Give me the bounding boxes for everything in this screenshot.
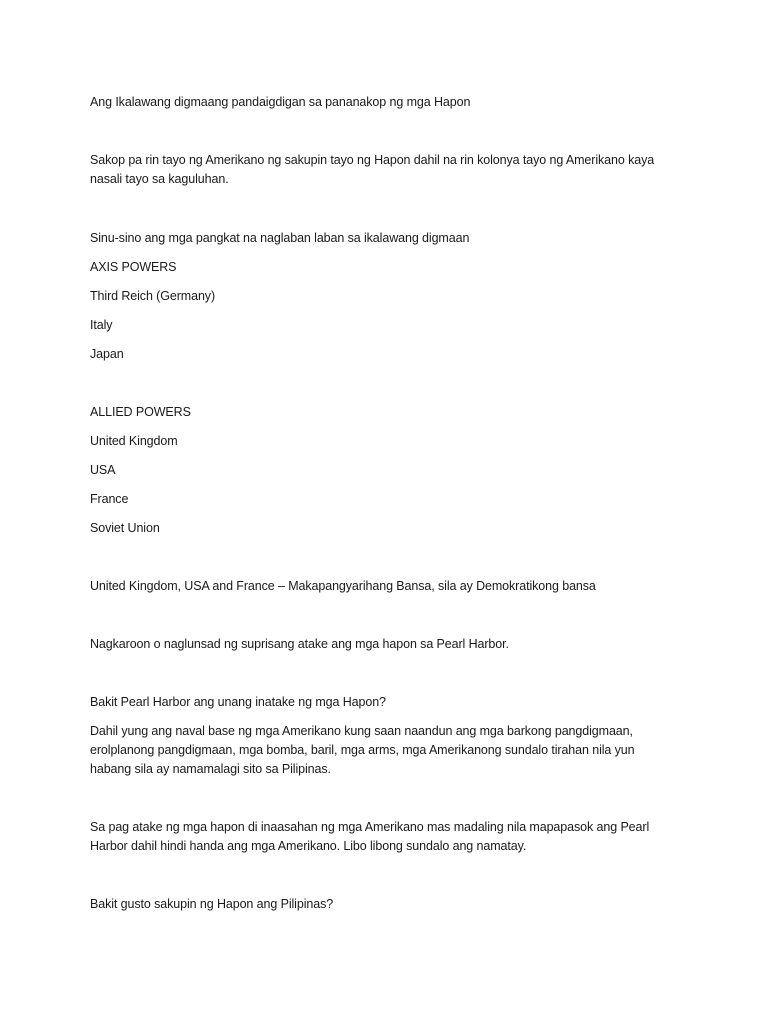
pearl-harbor-attack-paragraph: Nagkaroon o naglunsad ng suprisang atake ang mga hapon sa Pearl Harbor. <box>90 637 509 651</box>
allied-member: USA <box>90 463 116 477</box>
attack-result-line-2: Harbor dahil hindi handa ang mga Amerikano. Libo libong sundalo ang namatay. <box>90 839 527 853</box>
answer-pearl-harbor-line-2: erolplanong pangdigmaan, mga bomba, baril, mga arms, mga Amerikanong sundalo tirahan nila yun <box>90 743 635 757</box>
axis-member: Third Reich (Germany) <box>90 289 216 303</box>
intro-paragraph-line-2: nasali tayo sa kaguluhan. <box>90 172 229 186</box>
allied-powers-heading: ALLIED POWERS <box>90 405 191 419</box>
attack-result-line-1: Sa pag atake ng mga hapon di inaasahan ng mga Amerikano mas madaling nila mapapasok ang Pearl <box>90 820 650 834</box>
answer-pearl-harbor-line-3: habang sila ay namamalagi sito sa Pilipinas. <box>90 762 331 776</box>
axis-powers-heading: AXIS POWERS <box>90 260 177 274</box>
answer-pearl-harbor-line-1: Dahil yung ang naval base ng mga Amerikano kung saan naandun ang mga barkong pangdigmaan, <box>90 724 633 738</box>
question-pearl-harbor: Bakit Pearl Harbor ang unang inatake ng mga Hapon? <box>90 695 386 709</box>
question-groups: Sinu-sino ang mga pangkat na naglaban laban sa ikalawang digmaan <box>90 231 470 245</box>
intro-paragraph-line-1: Sakop pa rin tayo ng Amerikano ng sakupin tayo ng Hapon dahil na rin kolonya tayo ng Amerikano kaya <box>90 153 655 167</box>
question-philippines: Bakit gusto sakupin ng Hapon ang Pilipinas? <box>90 897 334 911</box>
allied-member: United Kingdom <box>90 434 178 448</box>
allied-member: France <box>90 492 129 506</box>
allied-member: Soviet Union <box>90 521 160 535</box>
axis-member: Japan <box>90 347 124 361</box>
axis-member: Italy <box>90 318 113 332</box>
allied-note: United Kingdom, USA and France – Makapangyarihang Bansa, sila ay Demokratikong bansa <box>90 579 596 593</box>
document-title: Ang Ikalawang digmaang pandaigdigan sa pananakop ng mga Hapon <box>90 95 471 109</box>
